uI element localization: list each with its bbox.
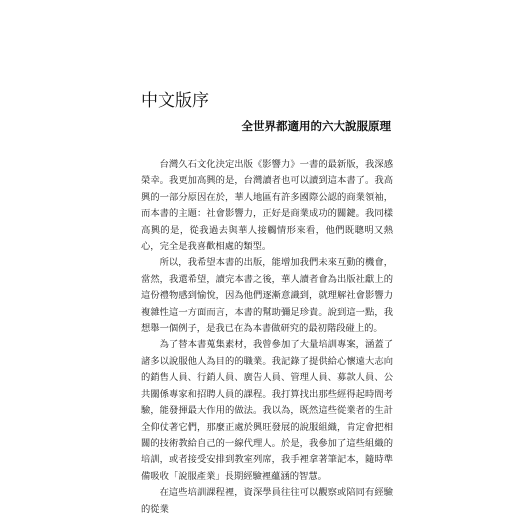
paragraph-4: 在這些培訓課程裡，資深學員往往可以觀察或陪同有經驗的從業 bbox=[141, 487, 393, 515]
paragraph-2: 所以，我希望本書的出版，能增加我們未來互動的機會，當然，我還希望，讀完本書之後，華人讀者會為出版社獻上的這份禮物感到愉悅，因為他們逐漸意識到，就理解社會影響力複雜性這一方面而言，本書的幫助彌足珍貴。說到這一點，我想舉一個例子，是我已在為本書做研究的最初階段碰上的。 bbox=[141, 257, 393, 335]
page-title: 中文版序 bbox=[141, 91, 209, 111]
paragraph-1: 台灣久石文化決定出版《影響力》一書的最新版，我深感榮幸。我更加高興的是，台灣讀者也可以讀到這本書了。我高興的一部分原因在於，華人地區有許多國際公認的商業領袖，而本書的主題：社會影響力，正好是商業成功的關鍵。我同樣高興的是，從我過去與華人接觸情形來看，他們既聰明又熱心，完全是我喜歡相處的類型。 bbox=[141, 159, 393, 253]
body-text bbox=[141, 157, 393, 518]
paragraph-3: 為了替本書蒐集素材，我曾參加了大量培訓專案，涵蓋了諸多以說服他人為目的的職業。我記錄了提供給心懷遠大志向的銷售人員、行銷人員、廣告人員、管理人員、募款人員、公共關係專家和招聘人員的課程。我打算找出那些經得起時間考驗，能發揮最大作用的做法。我以為，既然這些從業者的生計全仰仗著它們，那麼正處於興旺發展的說服組織，肯定會把相關的技術教給自己的一線代理人。於是，我參加了這些組織的培訓，或者接受安排到教室列席，我手裡拿著筆記本，隨時準備吸收「說服產業」長期經驗裡蘊涵的智慧。 bbox=[141, 339, 393, 482]
page-subtitle: 全世界都適用的六大說服原理 bbox=[241, 119, 391, 133]
